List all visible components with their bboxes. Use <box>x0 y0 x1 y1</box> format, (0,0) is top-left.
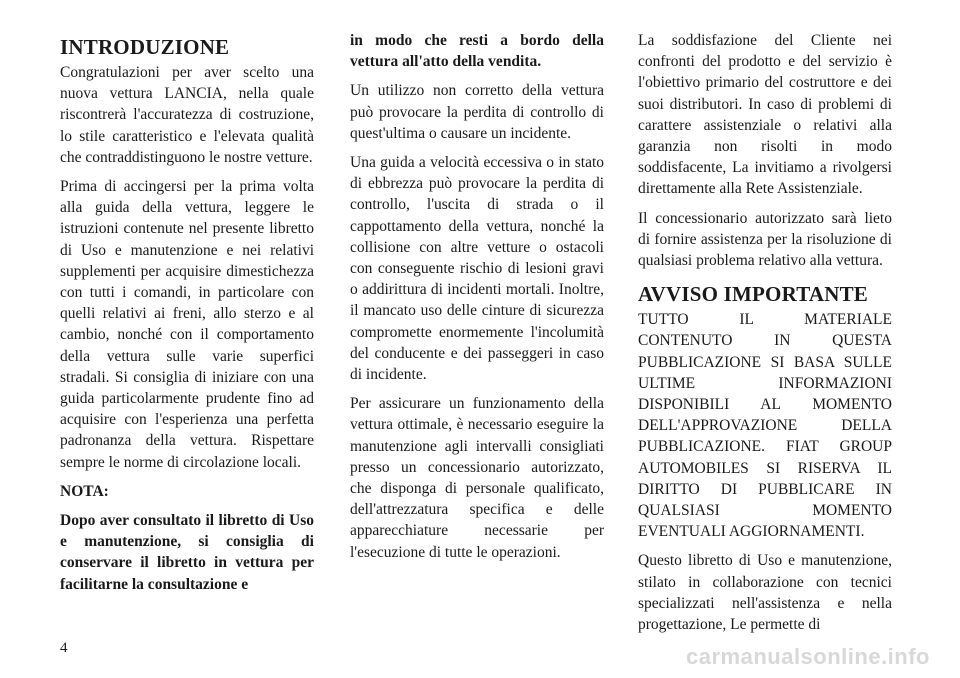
column-middle <box>350 30 604 571</box>
column-left <box>60 30 314 603</box>
paragraph: La soddisfazione del Cliente nei confronti del prodotto e del servizio è l'obiettivo primario del costruttore e dei suoi distributori. In caso di problemi di carattere assistenziale o relativi alla garanzia non risolti in modo soddisfacente, La invitiamo a rivolgersi direttamente alla Rete Assistenziale. <box>638 32 892 198</box>
note-text: Dopo aver consultato il libretto di Uso e manutenzione, si consiglia di conservare il libretto in vettura per facilitarne la consultazione e <box>60 512 314 593</box>
watermark: carmanualsonline.info <box>686 644 930 669</box>
paragraph: Prima di accingersi per la prima volta alla guida della vettura, leggere le istruzioni contenute nel presente libretto di Uso e manutenzione e nei relativi supplementi per acquisire dimestichezza con tutti i comandi, in particolare con quelli relativi ai freni, allo sterzo e al cambio, nonché con il comportamento della vettura sulle varie superfici stradali. Si consiglia di iniziare con una guida particolarmente prudente fino ad acquisire con l'esperienza una perfetta padronanza della vettura. Rispettare sempre le norme di circolazione locali. <box>60 178 314 471</box>
paragraph: Per assicurare un funzionamento della vettura ottimale, è necessario eseguire la manutenzione agli intervalli consigliati presso un concessionario autorizzato, che disponga di personale qualificato, dell'attrezzatura specifica e delle apparecchiature necessarie per l'esecuzione di tutte le operazioni. <box>350 395 604 561</box>
paragraph: Una guida a velocità eccessiva o in stato di ebbrezza può provocare la perdita di controllo, l'uscita di strada o il cappottamento della vettura, nonché la collisione con altre vetture o ostacoli con conseguente rischio di lesioni gravi o addirittura di incidenti mortali. Inoltre, il mancato uso delle cinture di sicurezza compromette enormemente l'incolumità del conducente e dei passeggeri in caso di incidente. <box>350 154 604 384</box>
section-heading-avviso-importante: AVVISO IMPORTANTE <box>638 282 869 307</box>
section-heading-introduzione: INTRODUZIONE <box>60 35 230 59</box>
paragraph: Questo libretto di Uso e manutenzione, stilato in collaborazione con tecnici specializzati nell'assistenza e nella progettazione, Le permette di <box>638 552 892 634</box>
important-notice-text: TUTTO IL MATERIALE CONTENUTO IN QUESTA PUBBLICAZIONE SI BASA SULLE ULTIME INFORMAZIONI DISPONIBILI AL MOMENTO DELL'APPROVAZIONE DELLA PUBBLICAZIONE. FIAT GROUP AUTOMOBILES SI RISERVA IL DIRITTO DI PUBBLICARE IN QUALSIASI MOMENTO EVENTUALI AGGIORNAMENTI. <box>638 311 892 541</box>
note-label: NOTA: <box>60 482 109 500</box>
paragraph: Congratulazioni per aver scelto una nuova vettura LANCIA, nella quale riscontrerà l'accuratezza di costruzione, lo stile caratteristico e l'elevata qualità che contraddistinguono le nostre vetture. <box>60 64 314 166</box>
page-number: 4 <box>60 640 68 656</box>
column-right <box>638 30 892 643</box>
paragraph: Il concessionario autorizzato sarà lieto di fornire assistenza per la risoluzione di qualsiasi problema relativo alla vettura. <box>638 209 892 270</box>
paragraph: Un utilizzo non corretto della vettura può provocare la perdita di controllo di quest'ultima o causare un incidente. <box>350 82 604 142</box>
note-text-continued: in modo che resti a bordo della vettura all'atto della vendita. <box>350 32 604 71</box>
